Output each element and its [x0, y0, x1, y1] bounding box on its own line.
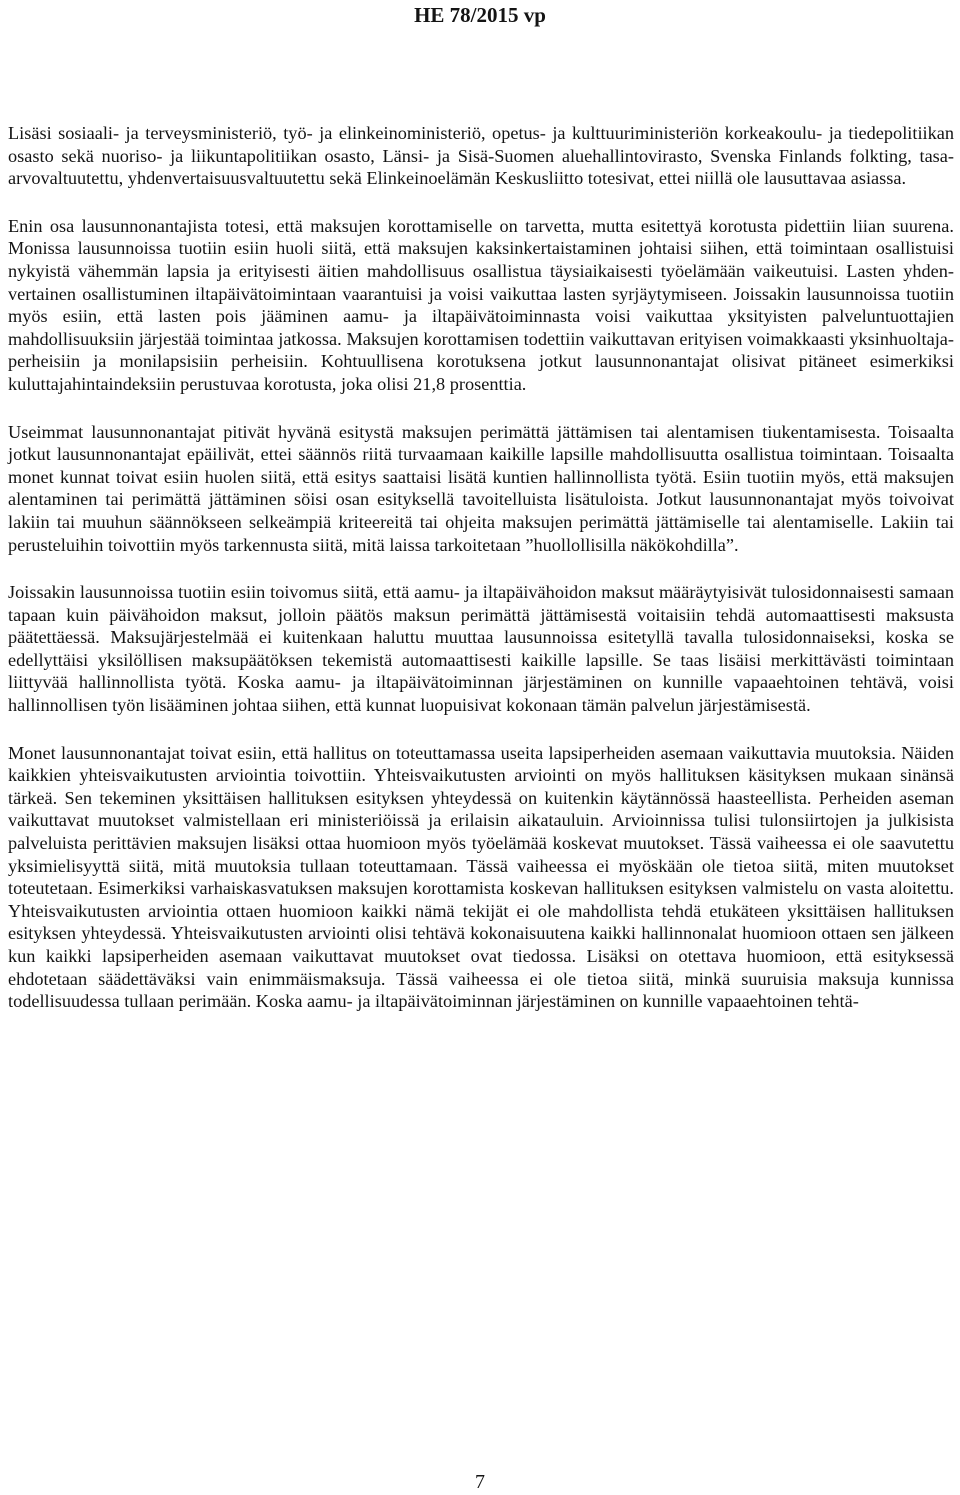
document-header: HE 78/2015 vp	[414, 3, 546, 27]
paragraph-5: Monet lausunnonantajat toivat esiin, että hallitus on toteuttamassa useita lapsiperheiden asemaan vaikuttavia muutoksia. Näiden kaikkien yhteisvaikutusten arviointia toivottiin. Yhteisvaikutusten arviointi on myös hallituksen käsityksen mukaan sinänsä tärkeä. Sen tekeminen yksittäisen hallituksen esityksen yhteydessä on kuitenkin käytännössä haasteellista. Perheiden aseman vaikuttavat muutokset valmistellaan eri ministeriöissä ja erilaisin aikatauluin. Arvioinnissa tulisi tulonsiirtojen ja julkisista palveluista perittävien maksujen lisäksi ottaa huomioon myös työelämää koskevat muutokset. Tässä vaiheessa ei ole saavutettu yksimielisyyttä siitä, mitä muutoksia tullaan toteuttamaan. Tässä vaiheessa ei myöskään ole tietoa siitä, miten muutokset toteutetaan. Esimerkiksi varhaiskasvatuksen maksujen korottamista koskevan hallituksen esityksen valmistelu on vasta aloitettu. Yhteisvaikutusten arviointia ottaen huomioon kaikki nämä tekijät ei ole mahdollista tehdä etukäteen yksittäisen hallituksen esityksen yhteydessä. Yhteisvaikutusten arviointi olisi tehtävä kokonaisuutena kaikki hallinnonalat huomioon ottaen sen jälkeen kun kaikki lapsiperheiden asemaan vaikuttavat muutokset ovat tiedossa. Lisäksi on otettava huomioon, että esityksessä ehdotetaan säädettäväksi vain enimmäismaksuja. Tässä vaiheessa ei ole tietoa siitä, minkä suuruisia maksuja kunnissa todellisuudessa tullaan perimään. Koska aamu- ja iltapäivätoiminnan järjestäminen on kunnille vapaaehtoinen tehtä-	[8, 742, 954, 1012]
document-body	[8, 122, 954, 1013]
paragraph-1: Lisäsi sosiaali- ja terveysministeriö, työ- ja elinkeinoministeriö, opetus- ja kulttuuriministeriön korkeakoulu- ja tiedepolitiikan osasto sekä nuoriso- ja liikuntapolitiikan osasto, Länsi- ja Sisä-Suomen aluehallintovirasto, Svenska Finlands folkting, tasa-arvovaltuutettu, yhdenvertaisuusvaltuutettu sekä Elinkeinoelämän Keskusliitto totesivat, ettei niillä ole lausuttavaa asiassa.	[8, 123, 954, 189]
paragraph-3: Useimmat lausunnonantajat pitivät hyvänä esitystä maksujen perimättä jättämisen tai alentamisen tiukentamisesta. Toisaalta jotkut lausunnonantajat epäilivät, ettei säännös riitä turvaamaan kaikille lapsille mahdollisuutta osallistua toimintaan. Toisaalta monet kunnat toivat esiin huolen siitä, että esitys saattaisi lisätä kuntien hallinnollista työtä. Esiin tuotiin myös, että maksujen alentaminen tai perimättä jättäminen söisi osan esityksellä tavoitelluista lisätuloista. Jotkut lausunnonantajat myös toivoivat lakiin tai muuhun säännökseen selkeämpiä kriteereitä tai ohjeita maksujen perimättä jättämiselle tai alentamiselle. Lakiin tai perusteluihin toivottiin myös tarkennusta siitä, mitä laissa tarkoitetaan ”huollollisilla näkökohdilla”.	[8, 421, 954, 555]
page-number: 7	[475, 1471, 485, 1493]
paragraph-4: Joissakin lausunnoissa tuotiin esiin toivomus siitä, että aamu- ja iltapäivähoidon maksut määräytyisivät tulosidonnaisesti samaan tapaan kuin päivähoidon maksut, jolloin päätös maksun perimättä jättämisestä voitaisiin tehdä automaattisesti maksusta päätettäessä. Maksujärjestelmää ei kuitenkaan haluttu muuttaa lausunnoissa esitetyllä tavalla tulosidonnaiseksi, koska se edellyttäisi yksilöllisen maksupäätöksen tekemistä automaattisesti kaikille lapsille. Se taas lisäisi merkittävästi toimintaan liittyvää hallinnollista työtä. Koska aamu- ja iltapäivätoiminnan järjestäminen on kunnille vapaaehtoinen tehtävä, voisi hallinnollisen työn lisääminen johtaa siihen, että kunnat luopuisivat kokonaan tämän palvelun järjestämisestä.	[8, 582, 954, 716]
paragraph-2: Enin osa lausunnonantajista totesi, että maksujen korottamiselle on tarvetta, mutta esitettyä korotusta pidettiin liian suurena. Monissa lausunnoissa tuotiin esiin huoli siitä, että maksujen kaksinkertaistaminen johtaisi siihen, että toimintaan osallistuisi nykyistä vähemmän lapsia ja erityisesti äitien mahdollisuus osallistua täysiaikaisesti työelämään vaikeutuisi. Lasten yhdenvertainen osallistuminen iltapäivätoimintaan vaarantuisi ja voisi vaikuttaa lasten syrjäytymiseen. Joissakin lausunnoissa tuotiin myös esiin, että lasten pois jääminen aamu- ja iltapäivätoiminnasta voisi vaikuttaa yksityisten palveluntuottajien mahdollisuuksiin järjestää toimintaa jatkossa. Maksujen korottamisen todettiin vaikuttavan erityisen voimakkaasti yksinhuoltajaperheisiin ja monilapsisiin perheisiin. Kohtuullisena korotuksena jotkut lausunnonantajat olisivat pitäneet esimerkiksi kuluttajahintaindeksiin perustuvaa korotusta, joka olisi 21,8 prosenttia.	[8, 215, 954, 394]
